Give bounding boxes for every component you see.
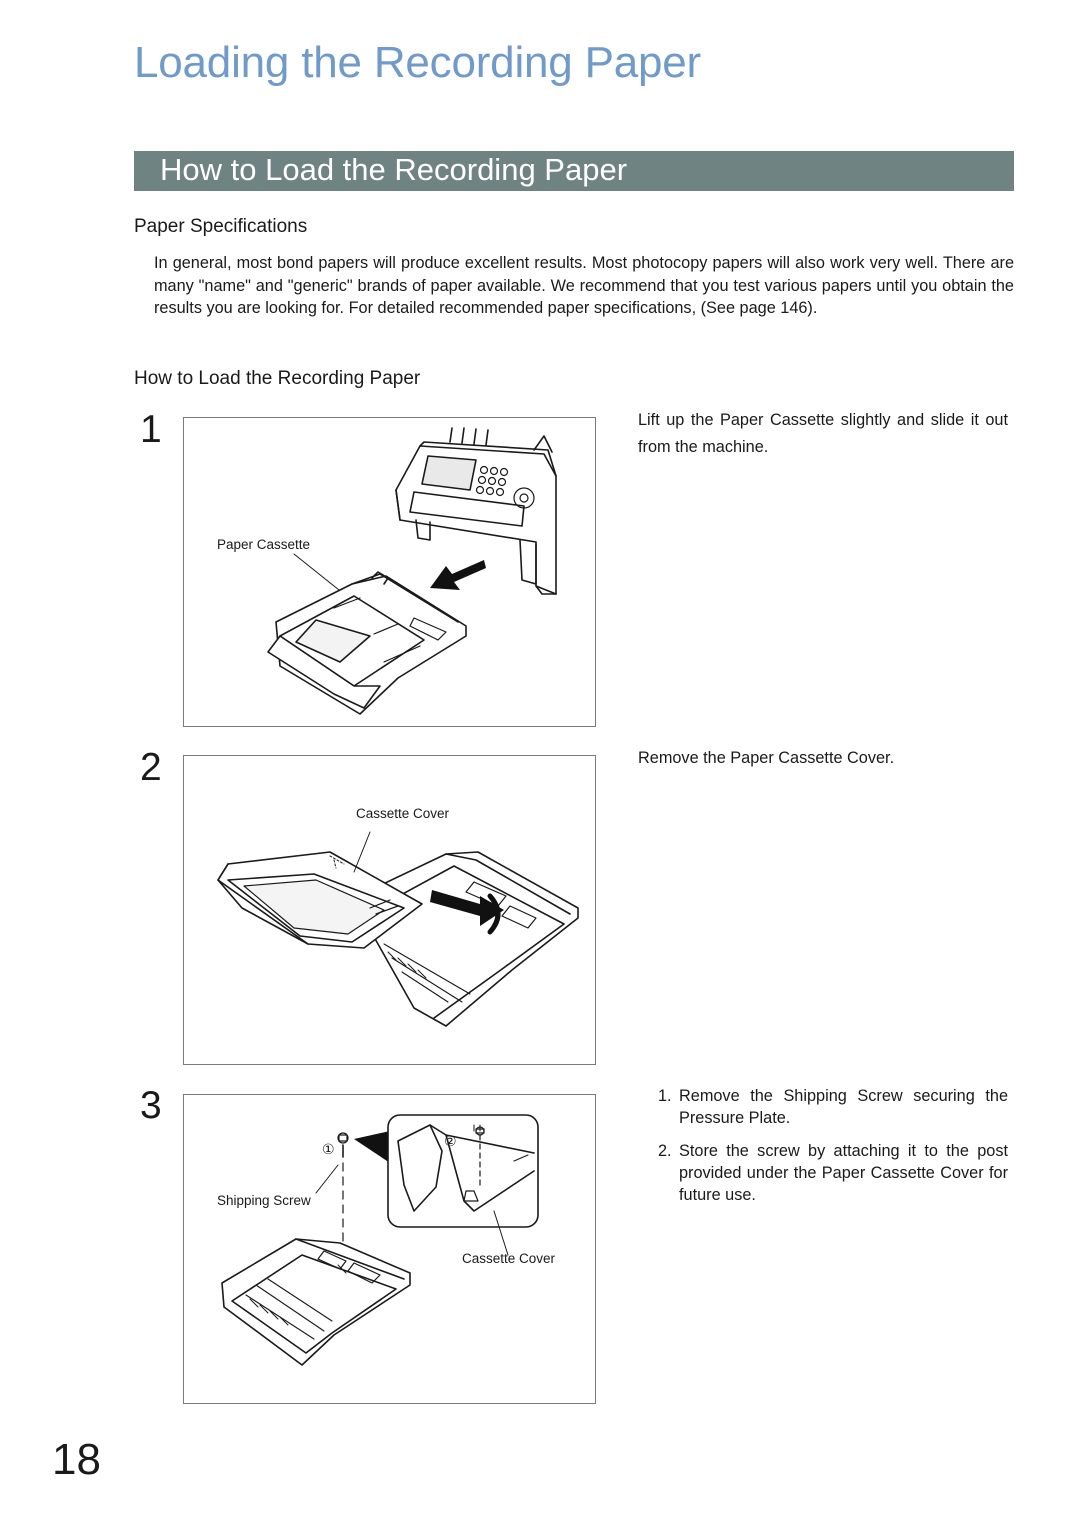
arrow-icon <box>354 1131 390 1163</box>
callout-cassette-cover: Cassette Cover <box>356 806 450 821</box>
fax-machine-illustration <box>184 418 595 726</box>
step-1-text: Lift up the Paper Cassette slightly and slide it out from the machine. <box>638 411 1008 456</box>
list-item <box>638 1140 1008 1206</box>
shipping-screw-illustration <box>184 1095 595 1403</box>
step-3-number: 3 <box>140 1084 162 1127</box>
paper-specs-heading: Paper Specifications <box>134 216 308 237</box>
paper-cassette-illustration <box>184 756 595 1064</box>
screw-icon <box>339 1135 347 1141</box>
paper-specs-body: In general, most bond papers will produce excellent results. Most photocopy papers will also work very well. There are many "name" and "generic" brands of paper available. We recommend that you test various papers until you obtain the results you are looking for. For detailed recommended paper specifications, (See page 146). <box>154 254 1014 317</box>
section-header-bar <box>134 151 1014 191</box>
callout-cassette-cover: Cassette Cover <box>462 1251 556 1266</box>
list-item-text: Remove the Shipping Screw securing the Pressure Plate. <box>679 1087 1008 1127</box>
step-2-number: 2 <box>140 746 162 789</box>
arrow-icon <box>430 560 486 590</box>
step-1-number: 1 <box>140 408 162 451</box>
callout-paper-cassette: Paper Cassette <box>217 537 311 552</box>
page-number: 18 <box>52 1435 101 1484</box>
page-title: Loading the Recording Paper <box>134 38 702 87</box>
step-1-figure <box>183 417 596 727</box>
step-3-figure <box>183 1094 596 1404</box>
list-item <box>638 1085 1008 1129</box>
callout-shipping-screw: Shipping Screw <box>217 1193 311 1208</box>
marker-1: ① <box>322 1141 335 1157</box>
step-3-instructions <box>638 1085 1008 1217</box>
list-item-text: Store the screw by attaching it to the post provided under the Paper Cassette Cover for future use. <box>679 1142 1008 1204</box>
step-2-figure <box>183 755 596 1065</box>
marker-2: ② <box>444 1133 457 1149</box>
list-item-number: 2. <box>658 1142 672 1160</box>
list-item-number: 1. <box>658 1087 672 1105</box>
how-to-heading: How to Load the Recording Paper <box>134 368 421 389</box>
section-title: How to Load the Recording Paper <box>160 152 628 187</box>
step-2-text: Remove the Paper Cassette Cover. <box>638 749 895 767</box>
